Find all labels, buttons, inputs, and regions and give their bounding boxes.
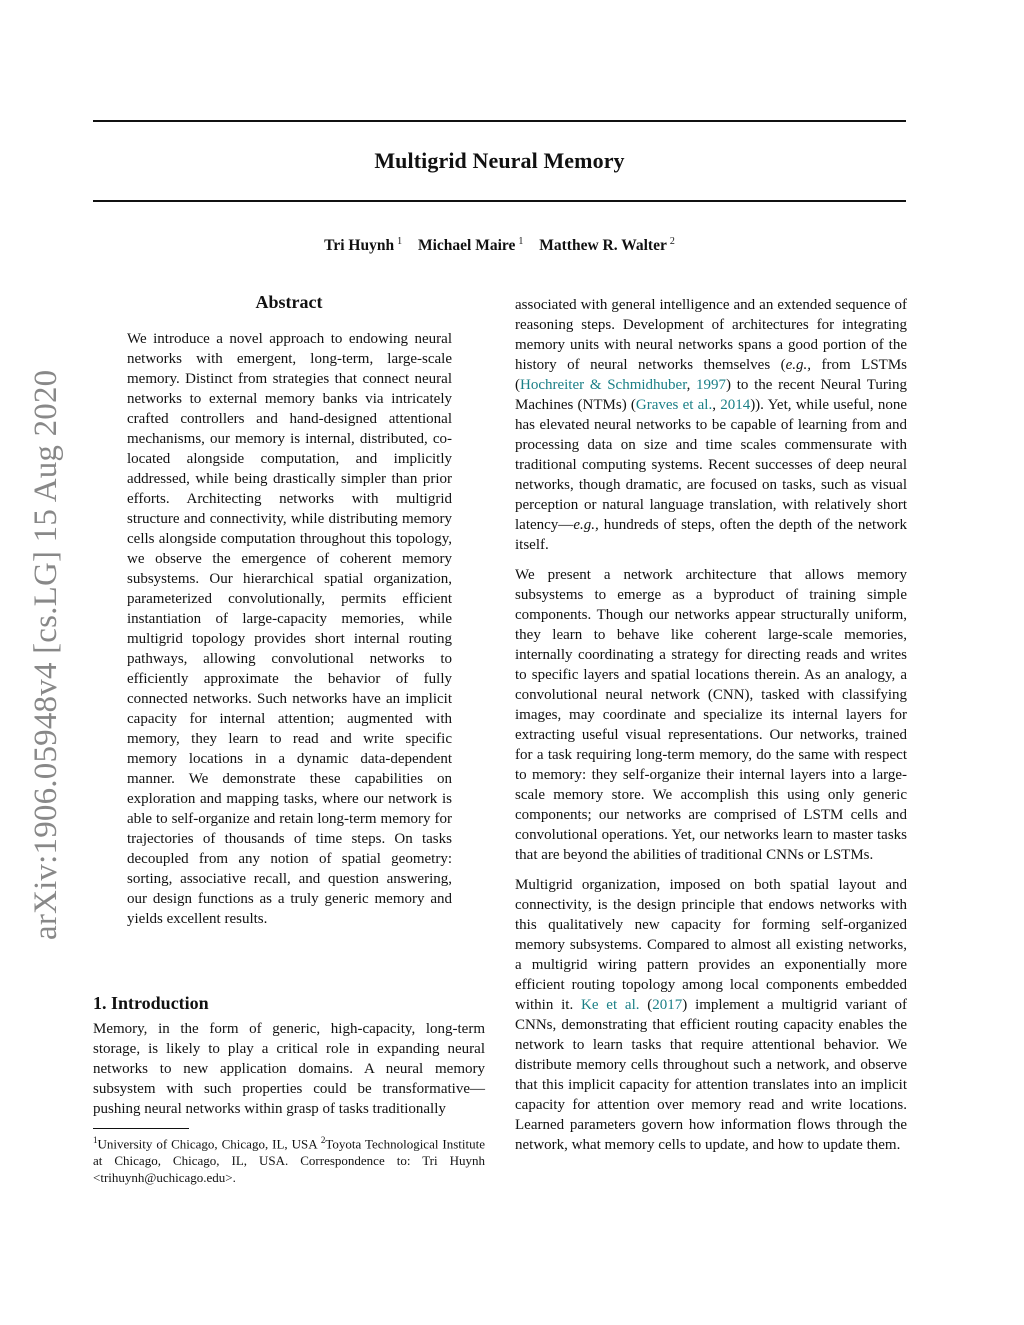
author-1 — [324, 237, 402, 254]
paragraph: We present a network architecture that allows memory subsystems to emerge as a byproduct of training simple components. Though our networks appear structurally uniform, they learn to behave like coherent large-scale memories, internally coordinating a strategy for directing reads and writes to specific layers and spatial locations therein. As an analogy, a convolutional neural network (CNN), tasked with classifying images, may coordinate and specialize its internal layers for extracting useful visual representations. Our networks, trained for a task requiring long-term memory, do the same with respect to memory: they self-organize their internal layers into a large-scale memory store. We accomplish this using only generic components; our networks are comprised of LSTM cells and convolutional operations. Yet, our networks learn to master tasks that are beyond the abilities of traditional CNNs or LSTMs. — [515, 567, 907, 863]
paragraph-text: , — [686, 377, 697, 393]
paragraph-text: from LSTMs ( — [515, 357, 908, 393]
author-affiliation: 2 — [669, 236, 675, 247]
paragraph-text: , — [712, 397, 721, 413]
footnote-rule — [93, 1128, 189, 1129]
citation-link[interactable]: 1997 — [696, 377, 727, 393]
author-2 — [418, 237, 523, 254]
paragraph-text: hundreds of steps, often the depth of the network itself. — [515, 517, 907, 553]
paragraph-text: e.g., — [573, 517, 599, 533]
title-rule-bottom — [93, 200, 906, 202]
paragraph-text: ) implement a multigrid variant of CNNs, demonstrating that efficient routing capacity enables the network to learn tasks that require attentional behavior. We distribute memory cells throughout such a network, and observe that this implicit capacity for attention translates into an implicit capacity for attention over memory read and write locations. Learned parameters govern how information flows through the network, what memory cells to update, and how to update them. — [515, 997, 908, 1153]
footnote-marker: 1 — [93, 1135, 98, 1145]
paragraph-text: associated with general intelligence and an extended sequence of reasoning steps. Development of architectures for integrating memory units with neural networks spans a good portion of the history of neural networks themselves ( — [515, 297, 907, 373]
author-affiliation: 1 — [518, 236, 524, 247]
author-list — [93, 236, 906, 255]
footnote-text: Toyota Technological Institute at Chicago, Chicago, IL, USA. Correspondence to: Tri Huynh <trihuynh@uchicago.edu>. — [93, 1136, 486, 1186]
paragraph-text: ) to the recent Neural Turing Machines (NTMs) ( — [515, 377, 908, 413]
paragraph-text: e.g., — [785, 357, 812, 373]
author-affiliation: 1 — [397, 236, 403, 247]
affiliation-footnote — [93, 1132, 485, 1186]
author-3 — [539, 237, 675, 254]
title-rule-top — [93, 120, 906, 122]
author-name: Matthew R. Walter — [539, 237, 667, 255]
abstract-heading: Abstract — [255, 292, 323, 312]
paragraph-text: ( — [639, 997, 653, 1013]
introduction-heading: 1. Introduction — [93, 993, 209, 1013]
citation-link[interactable]: 2017 — [652, 997, 683, 1013]
paragraph-text: )). Yet, while useful, none has elevated neural networks to be capable of learning from and processing data on size and time scales commensurate with traditional computing systems. Recent successes of deep neural networks, though dramatic, are focused on tasks, such as visual perception or natural language translation, with relatively short latency— — [515, 397, 908, 533]
author-name: Tri Huynh — [324, 237, 395, 255]
paragraph — [515, 295, 907, 555]
right-column — [515, 295, 907, 1165]
citation-link[interactable]: Hochreiter & Schmidhuber — [520, 377, 687, 393]
author-name: Michael Maire — [417, 237, 516, 255]
paragraph-text: Multigrid organization, imposed on both spatial layout and connectivity, is the design principle that endows networks with this qualitatively new capacity for forming self-organized memory subsystems. Compared to almost all existing networks, a multigrid wiring pattern provides an exponentially more efficient routing topology among local components embedded within it. — [515, 877, 907, 1013]
footnote-text: University of Chicago, Chicago, IL, USA — [97, 1136, 321, 1152]
footnote-marker: 2 — [320, 1135, 326, 1145]
abstract-text: We introduce a novel approach to endowing neural networks with emergent, long-term, large-scale memory. Distinct from strategies that connect neural networks to external memory banks via intricately crafted controllers and hand-designed attentional mechanisms, our memory is internal, distributed, co-located alongside computation, and implicitly addressed, while being drastically simpler than prior efforts. Architecting networks with multigrid structure and connectivity, while distributing memory cells alongside computation throughout this topology, we observe the emergence of coherent memory subsystems. Our hierarchical spatial organization, parameterized convolutionally, permits efficient instantiation of large-capacity memories, while multigrid topology provides short internal routing pathways, allowing convolutional networks to efficiently approximate the behavior of fully connected networks. Such networks have an implicit capacity for internal attention; augmented with memory, they learn to read and write specific memory locations in a dynamic data-dependent manner. We demonstrate these capabilities on exploration and mapping tasks, where our network is able to self-organize and retain long-term memory for trajectories of thousands of time steps. On tasks decoupled from any notion of spatial geometry: sorting, associative recall, and question answering, our design functions as a truly generic memory and yields excellent results. — [127, 331, 452, 927]
arxiv-identifier: arXiv:1906.05948v4 [cs.LG] 15 Aug 2020 — [28, 369, 64, 940]
introduction-paragraph: Memory, in the form of generic, high-capacity, long-term storage, is likely to play a critical role in expanding neural networks to new application domains. A neural memory subsystem with such properties could be transformative—pushing neural networks within grasp of tasks traditionally — [93, 1021, 485, 1117]
citation-link[interactable]: Graves et al. — [635, 397, 713, 413]
citation-link[interactable]: Ke et al. — [581, 997, 640, 1013]
citation-link[interactable]: 2014 — [720, 397, 751, 413]
paragraph — [515, 875, 907, 1155]
paper-title: Multigrid Neural Memory — [374, 148, 625, 173]
